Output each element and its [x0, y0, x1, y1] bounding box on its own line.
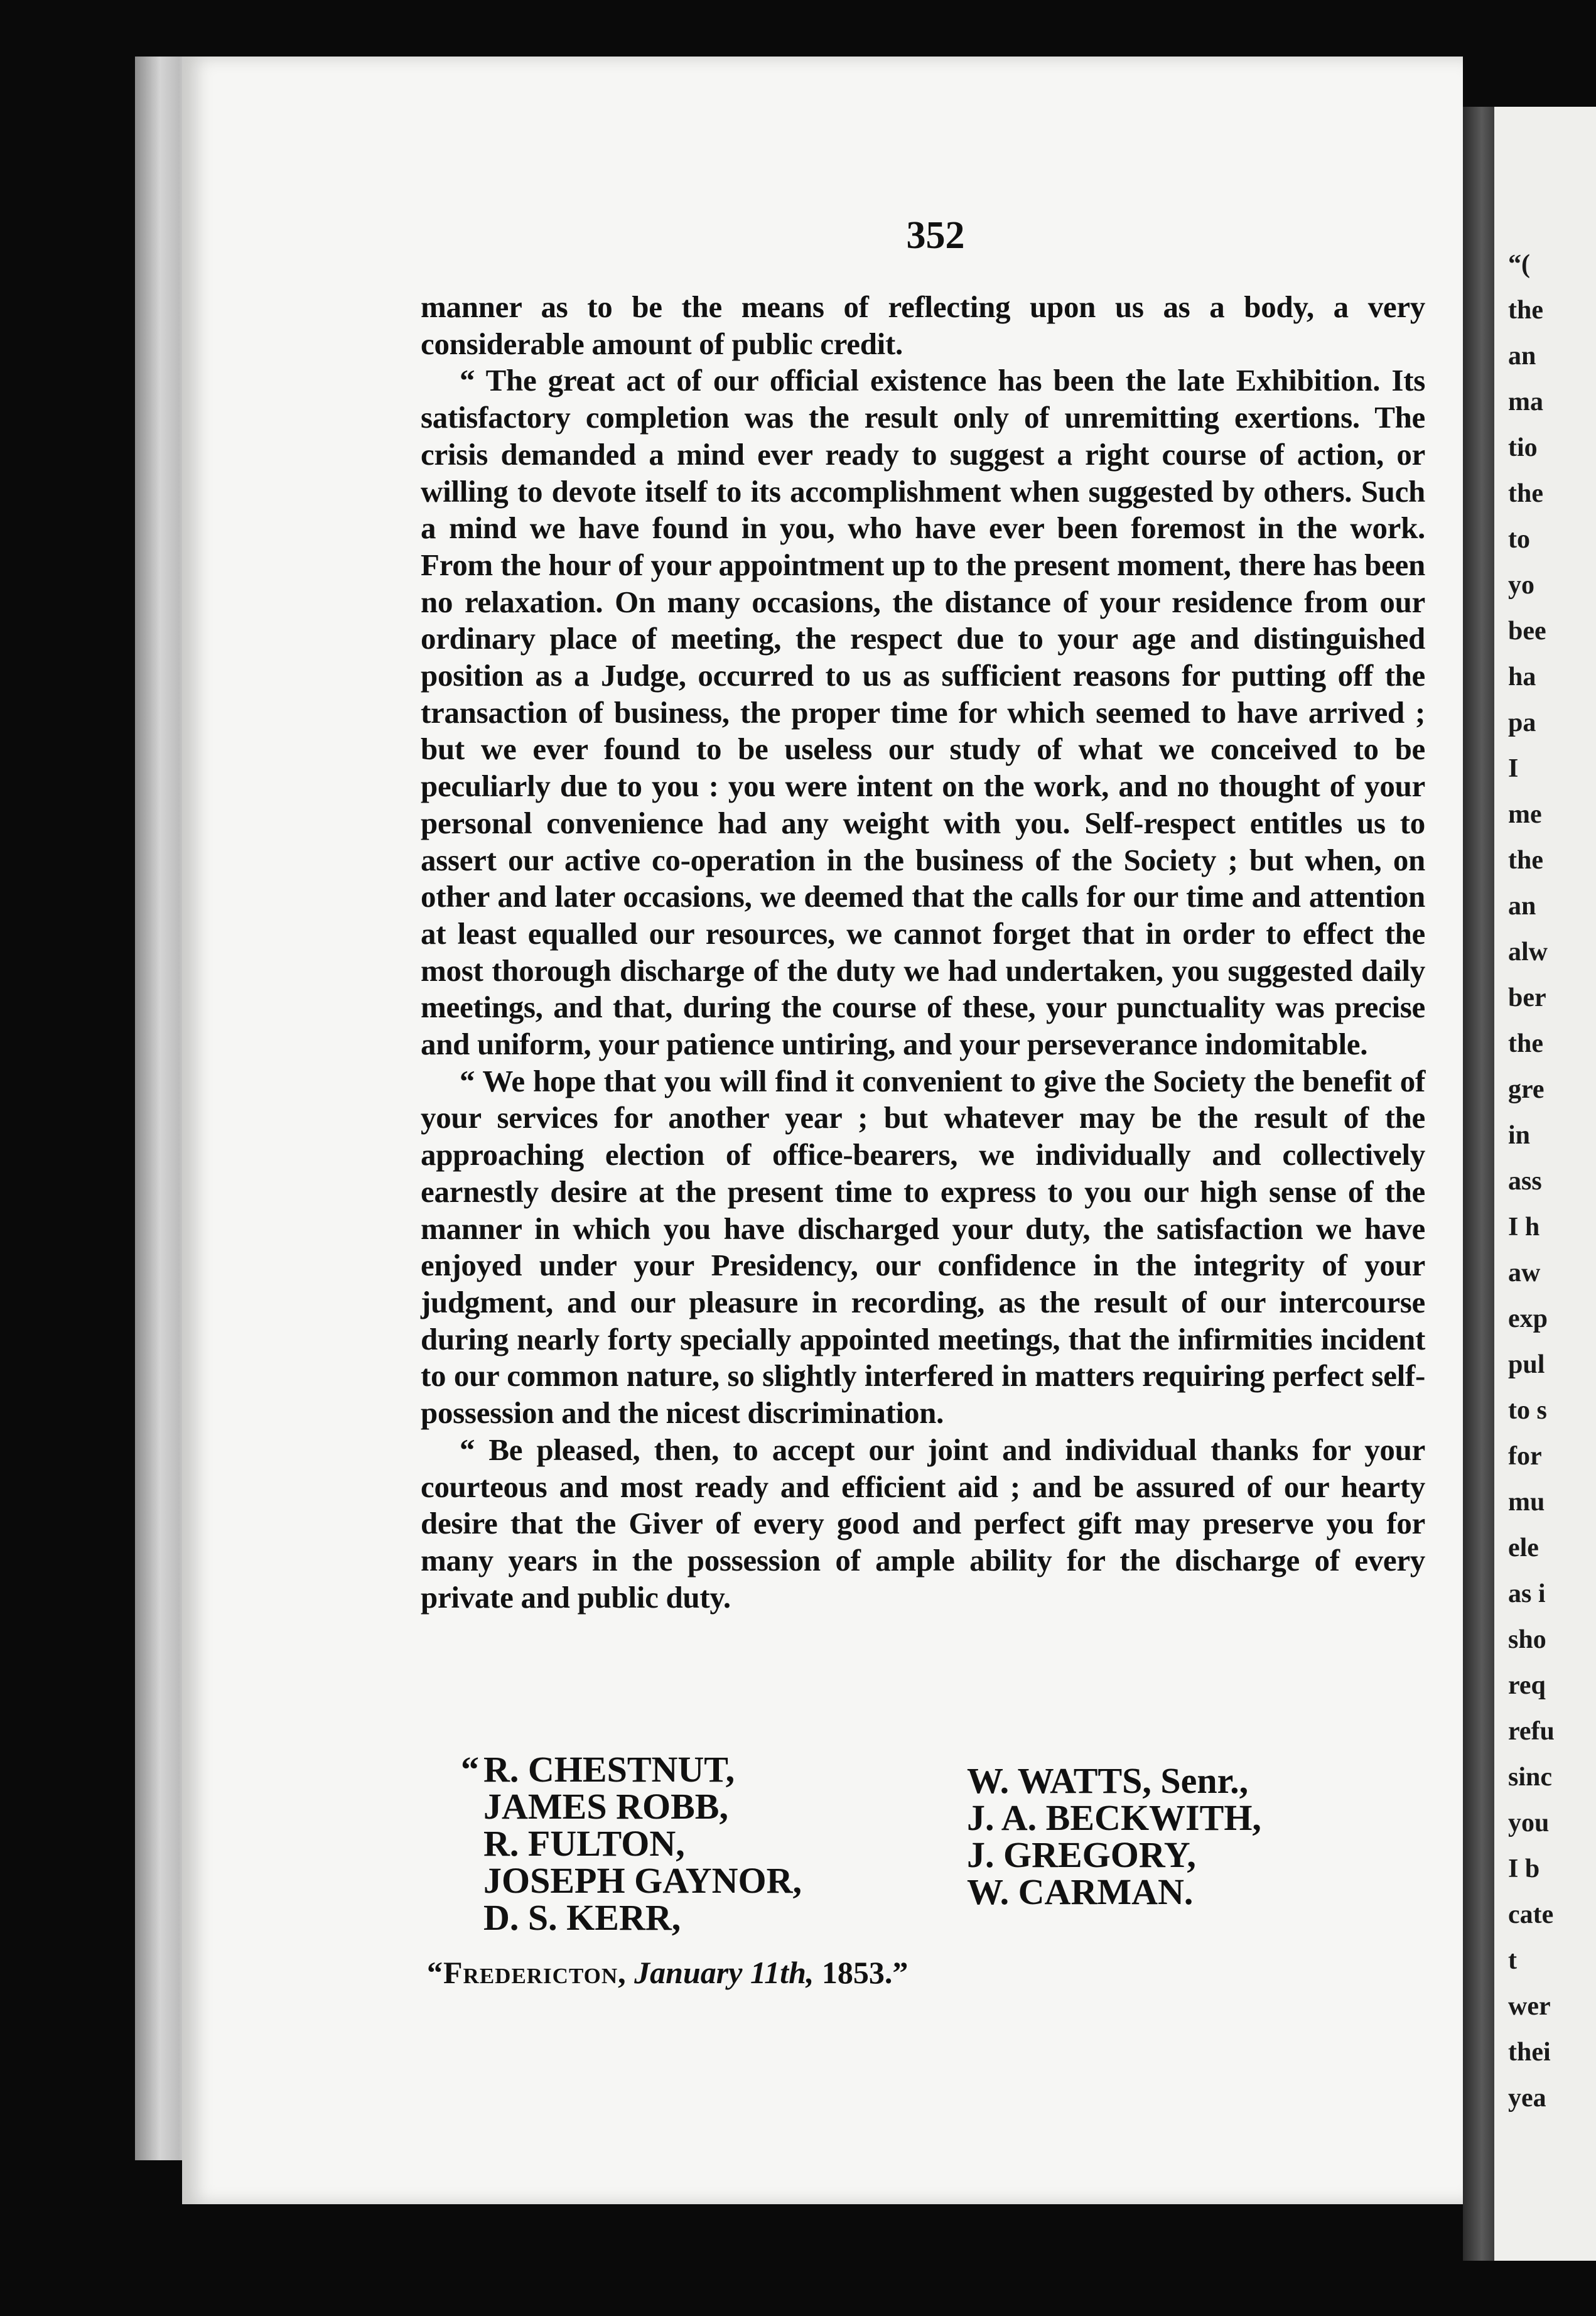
facing-page-text-fragment: an — [1508, 892, 1536, 921]
facing-page-text-fragment: ha — [1508, 663, 1536, 691]
facing-page-text-fragment: exp — [1508, 1304, 1548, 1333]
facing-page — [1494, 107, 1596, 2261]
facing-page-text-fragment: the — [1508, 1029, 1543, 1058]
facing-page-text-fragment: cate — [1508, 1900, 1554, 1929]
facing-page-text-fragment: you — [1508, 1809, 1550, 1837]
dateline-year: 1853.” — [821, 1955, 909, 1990]
facing-page-text-fragment: sinc — [1508, 1763, 1553, 1792]
paragraph: “ We hope that you will find it convenient to give the Society the benefit of your services for another year ; but whatever may be the result of the approaching election of office-bearers, we individually and collectively earnestly desire at the present time to express to you our high sense of the manner in which you have discharged your duty, the satisfaction we have enjoyed under your Presidency, our confidence in the integrity of your judgment, and our pleasure in recording, as the result of our intercourse during nearly forty specially appointed meetings, that the infirmities incident to our common nature, so slightly interfered in matters requiring perfect self-possession and the nicest discrimination. — [421, 1063, 1425, 1431]
signature-column-left — [483, 1751, 802, 1936]
facing-page-text-fragment: thei — [1508, 2038, 1551, 2067]
facing-page-text-fragment: I — [1508, 754, 1519, 783]
facing-page-text-fragment: req — [1508, 1671, 1546, 1700]
facing-page-text-fragment: for — [1508, 1442, 1542, 1471]
body-text — [421, 289, 1425, 1616]
facing-page-text-fragment: bee — [1508, 617, 1546, 646]
facing-page-text-fragment: gre — [1508, 1075, 1545, 1104]
facing-page-text-fragment: the — [1508, 296, 1543, 325]
facing-page-text-fragment: “( — [1508, 250, 1530, 279]
facing-page-text-fragment: me — [1508, 800, 1542, 829]
signatory-name: J. GREGORY, — [967, 1834, 1196, 1875]
facing-page-text-fragment: ma — [1508, 387, 1543, 416]
signatory-name: JOSEPH GAYNOR, — [483, 1860, 802, 1901]
facing-page-text-fragment: the — [1508, 479, 1543, 508]
facing-page-text-fragment: ele — [1508, 1534, 1539, 1562]
facing-page-text-fragment: aw — [1508, 1258, 1541, 1287]
signatory-name: JAMES ROBB, — [483, 1786, 728, 1827]
page-number: 352 — [906, 214, 965, 257]
signatory-name: W. CARMAN. — [967, 1871, 1194, 1912]
facing-page-text-fragment: yea — [1508, 2084, 1546, 2113]
paragraph: “ Be pleased, then, to accept our joint and individual thanks for your courteous and most ready and efficient aid ; and be assured of our hearty desire that the Giver of every good and perfect gift may preserve you for many years in the possession of ample ability for the discharge of every private and public duty. — [421, 1432, 1425, 1615]
signatory-name: D. S. KERR, — [483, 1897, 681, 1938]
facing-page-text-fragment: in — [1508, 1121, 1531, 1150]
facing-page-text-fragment: pul — [1508, 1350, 1545, 1379]
facing-page-text-fragment: yo — [1508, 571, 1534, 600]
paragraph: manner as to be the means of reflecting upon us as a body, a very considerable amount of public credit. — [421, 290, 1425, 361]
signature-open-quote: “ — [461, 1749, 479, 1790]
facing-page-text-fragment: tio — [1508, 433, 1538, 462]
facing-page-text-fragment: t — [1508, 1946, 1517, 1975]
facing-page-text-fragment: alw — [1508, 938, 1548, 966]
signatory-name: W. WATTS, Senr., — [967, 1760, 1249, 1801]
dateline-place: “Fredericton, — [427, 1955, 627, 1990]
paragraph: “ The great act of our official existence has been the late Exhibition. Its satisfactory completion was the result only of unremitting exertions. The crisis demanded a mind ever ready to suggest a right course of action, or willing to devote itself to its accomplishment when suggested by others. Such a mind we have found in you, who have ever been foremost in the work. From the hour of your appointment up to the present moment, there has been no relaxation. On many occasions, the distance of your residence from our ordinary place of meeting, the respect due to your age and distinguished position as a Judge, occurred to us as sufficient reasons for putting off the transaction of business, the proper time for which seemed to have arrived ; but we ever found to be useless our study of what we conceived to be peculiarly due to you : you were intent on the work, and no thought of your personal convenience had any weight with you. Self-respect entitles us to assert our active co-operation in the business of the Society ; but when, on other and later occasions, we deemed that the calls for our time and attention at least equalled our resources, we cannot forget that in order to effect the most thorough discharge of the duty we had undertaken, you suggested daily meetings, and that, during the course of these, your punctuality was precise and uniform, your patience untiring, and your perseverance indomitable. — [421, 363, 1425, 1062]
facing-page-text-fragment: as i — [1508, 1579, 1546, 1608]
dateline — [427, 1954, 1055, 1991]
signatory-name: R. CHESTNUT, — [483, 1749, 735, 1790]
facing-page-text-fragment: wer — [1508, 1992, 1551, 2021]
facing-page-text-fragment: to — [1508, 525, 1530, 554]
facing-page-text-fragment: ber — [1508, 983, 1546, 1012]
facing-page-text-fragment: I h — [1508, 1213, 1540, 1242]
facing-page-text-fragment: sho — [1508, 1625, 1546, 1654]
facing-page-text-fragment: pa — [1508, 708, 1536, 737]
signatory-name: J. A. BECKWITH, — [967, 1797, 1261, 1838]
facing-page-text-fragment: ass — [1508, 1167, 1542, 1196]
facing-page-text-fragment: the — [1508, 846, 1543, 875]
signature-column-right — [967, 1762, 1261, 1910]
facing-page-text-fragment: mu — [1508, 1488, 1545, 1517]
dateline-date: January 11th, — [634, 1955, 814, 1990]
signatory-name: R. FULTON, — [483, 1823, 685, 1864]
facing-page-text-fragment: I b — [1508, 1854, 1540, 1883]
facing-page-text-fragment: an — [1508, 342, 1536, 371]
facing-page-text-fragment: refu — [1508, 1717, 1555, 1746]
facing-page-text-fragment: to s — [1508, 1396, 1547, 1425]
